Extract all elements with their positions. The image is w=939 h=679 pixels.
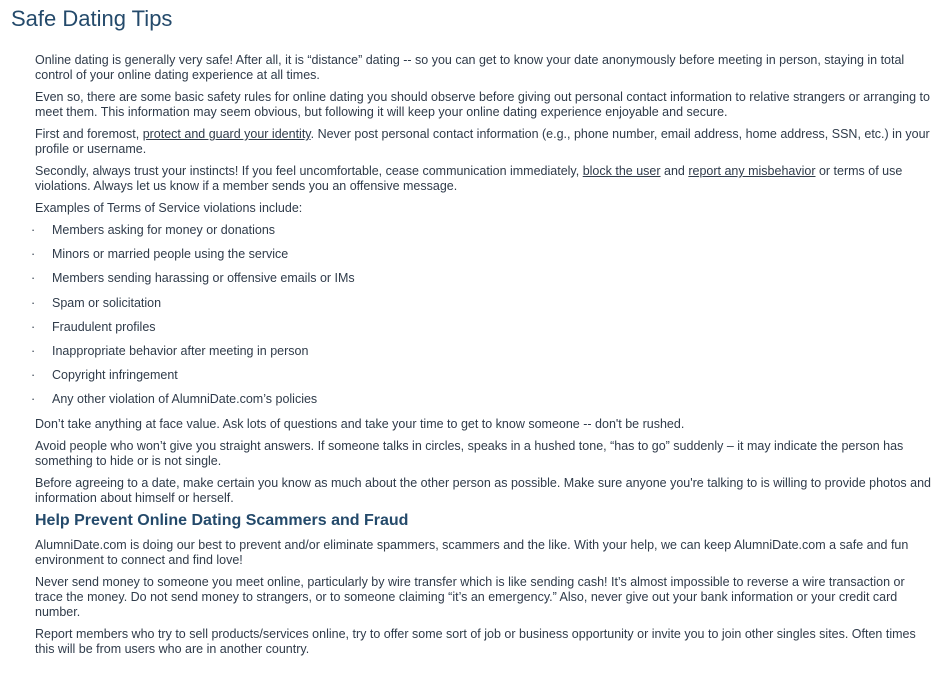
fraud-paragraph-2: Never send money to someone you meet online, particularly by wire transfer which is like sending cash! It’s almost impossible to reverse a wire transaction or trace the money. Do not send money to strangers, or to someone claiming “it’s an emergency.” Also, never give out your bank information or your credit card number.	[35, 574, 905, 619]
list-item-text: Copyright infringement	[52, 368, 178, 383]
fraud-paragraph-3: Report members who try to sell products/services online, try to offer some sort of job or business opportunity or invite you to join other singles sites. Often times this will be from users who are in another country.	[35, 626, 916, 656]
intro-paragraph-1: Online dating is generally very safe! After all, it is “distance” dating -- so you can get to know your date anonymously before meeting in person, staying in total control of your online dating experience at all times.	[35, 53, 905, 82]
list-item	[31, 368, 931, 392]
before-date-paragraph: Before agreeing to a date, make certain you know as much about the other person as possible. Make sure anyone you're talking to is willing to provide photos and information about himself or herself.	[35, 475, 931, 505]
protect-identity-link[interactable]: protect and guard your identity	[142, 127, 311, 141]
instincts-text-after: or terms of use violations. Always let us know if a member sends you an offensive message.	[35, 164, 903, 193]
fraud-section-heading: Help Prevent Online Dating Scammers and Fraud	[35, 511, 409, 529]
list-item	[31, 295, 931, 320]
bullet: ·	[31, 295, 36, 310]
bullet: ·	[31, 271, 36, 286]
violations-list	[31, 223, 931, 417]
instincts-text-mid: and	[660, 164, 689, 178]
face-value-paragraph: Don’t take anything at face value. Ask lots of questions and take your time to get to know someone -- don't be rushed.	[35, 416, 685, 431]
instincts-paragraph	[35, 164, 931, 194]
violations-intro: Examples of Terms of Service violations include:	[35, 201, 303, 215]
page-title: Safe Dating Tips	[11, 6, 173, 31]
article-content	[31, 53, 931, 664]
list-item	[31, 343, 931, 368]
block-user-link[interactable]: block the user	[582, 164, 661, 178]
identity-text-before: First and foremost,	[35, 127, 143, 141]
list-item	[31, 319, 931, 344]
bullet: ·	[31, 319, 36, 334]
instincts-text-before: Secondly, always trust your instincts! If you feel uncomfortable, cease communication immediately,	[35, 164, 583, 178]
list-item-text: Members sending harassing or offensive emails or IMs	[52, 271, 355, 286]
bullet: ·	[31, 247, 36, 262]
intro-paragraph-2: Even so, there are some basic safety rules for online dating you should observe before giving out personal contact information to relative strangers or arranging to meet them. This information may seem obvious, but following it will keep your online dating experience enjoyable and secure.	[35, 90, 930, 119]
bullet: ·	[31, 223, 36, 237]
bullet: ·	[31, 368, 36, 383]
list-item-text: Inappropriate behavior after meeting in person	[52, 343, 309, 358]
fraud-paragraph-1: AlumniDate.com is doing our best to prevent and/or eliminate spammers, scammers and the like. With your help, we can keep AlumniDate.com a safe and fun environment to connect and find love!	[35, 537, 909, 567]
bullet: ·	[31, 343, 36, 358]
straight-answers-paragraph: Avoid people who won’t give you straight answers. If someone talks in circles, speaks in a hushed tone, “has to go” suddenly – it may indicate the person has something to hide or is not single.	[35, 438, 904, 468]
list-item-text: Fraudulent profiles	[52, 319, 156, 334]
list-item	[31, 392, 931, 416]
list-item	[31, 247, 931, 271]
list-item	[31, 223, 931, 247]
bullet: ·	[31, 392, 36, 407]
identity-paragraph	[35, 127, 931, 157]
list-item-text: Members asking for money or donations	[52, 223, 276, 237]
list-item-text: Minors or married people using the service	[52, 247, 289, 262]
report-misbehavior-link[interactable]: report any misbehavior	[688, 164, 816, 178]
list-item-text: Any other violation of AlumniDate.com’s policies	[52, 392, 318, 407]
list-item-text: Spam or solicitation	[52, 295, 162, 310]
list-item	[31, 271, 931, 295]
identity-text-after: . Never post personal contact information (e.g., phone number, email address, home address, SSN, etc.) in your profile or username.	[35, 127, 930, 156]
